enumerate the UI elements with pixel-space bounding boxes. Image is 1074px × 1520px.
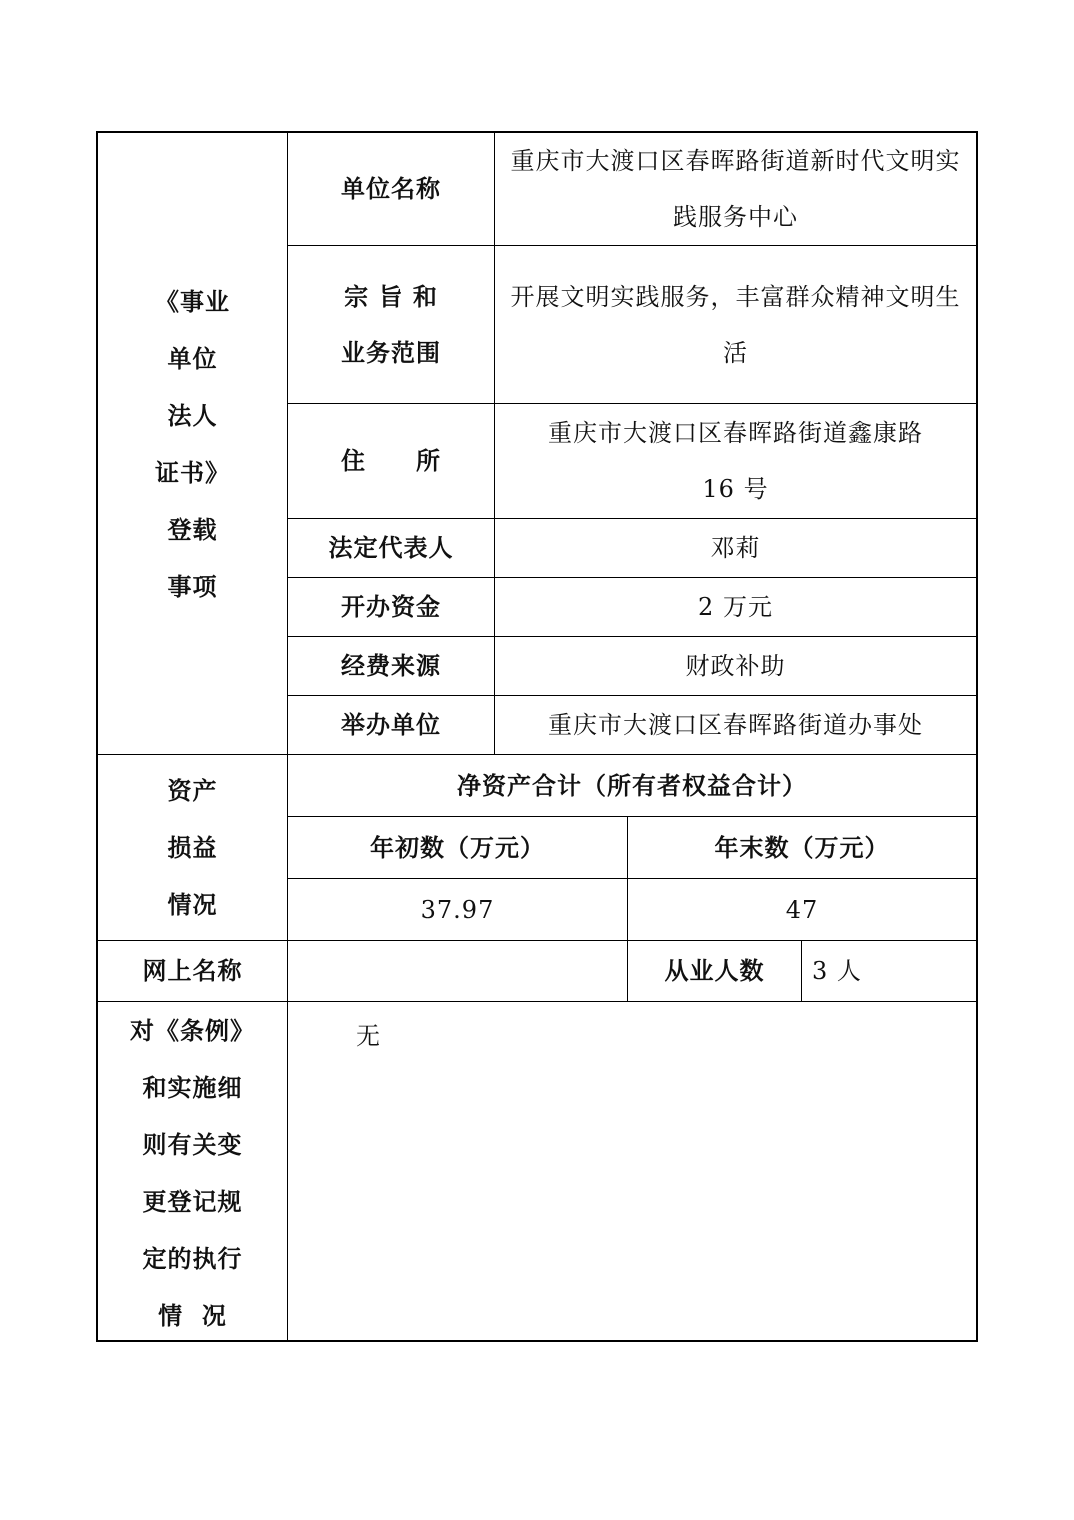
value-text: 重庆市大渡口区春晖路街道新时代文明实践服务中心 (510, 147, 961, 231)
section4-title-line: 定的执行 (142, 1244, 243, 1273)
header-text: 净资产合计（所有者权益合计） (457, 770, 807, 800)
value-text: 3 人 (812, 957, 862, 985)
label-text: 业务范围 (341, 337, 441, 367)
label-purpose-scope (288, 246, 494, 403)
section1-title-line: 事项 (167, 571, 218, 601)
value-text: 2 万元 (698, 593, 773, 621)
value-text: 重庆市大渡口区春晖路街道鑫康路 (548, 419, 923, 447)
section2-title-line: 损益 (167, 833, 218, 862)
value-text: 邓莉 (710, 534, 761, 562)
section4-title-line: 和实施细 (142, 1073, 243, 1102)
value-end (628, 879, 976, 940)
label-legal-rep (288, 519, 494, 577)
value-text: 重庆市大渡口区春晖路街道办事处 (548, 711, 923, 739)
section1-title-line: 法人 (167, 400, 218, 430)
label-text: 从业人数 (664, 956, 765, 985)
section4-title (98, 1002, 287, 1340)
section4-title-line: 对《条例》 (130, 1016, 255, 1045)
section2-title (98, 755, 287, 940)
label-address (288, 404, 494, 518)
section1-title-line: 《事业 (155, 286, 230, 316)
execution-status-value (356, 1016, 380, 1051)
value-text: 无 (356, 1022, 380, 1050)
label-staff-count (628, 941, 801, 1001)
value-address (495, 404, 976, 518)
label-text: 宗 旨 和 (344, 281, 438, 311)
section1-title-line: 证书》 (155, 457, 230, 487)
label-funding-source (288, 637, 494, 695)
value-online-name (288, 941, 627, 1001)
value-unit-name (495, 133, 976, 245)
net-assets-header (288, 755, 976, 816)
label-text: 经费来源 (341, 651, 441, 680)
label-start-funds (288, 578, 494, 636)
value-begin (288, 879, 627, 940)
section2-title-line: 资产 (167, 776, 218, 805)
value-text: 财政补助 (685, 652, 786, 680)
section4-title-line: 情 况 (158, 1301, 227, 1330)
label-text: 举办单位 (341, 710, 441, 739)
value-staff-count (802, 941, 976, 1001)
label-text: 法定代表人 (328, 533, 454, 562)
value-text: 37.97 (420, 895, 495, 924)
section2-title-line: 情况 (167, 890, 218, 919)
col-end-header (628, 817, 976, 878)
value-sponsor (495, 696, 976, 754)
value-text: 开展文明实践服务，丰富群众精神文明生活 (510, 282, 961, 367)
label-unit-name (288, 133, 494, 245)
section1-title-line: 登载 (167, 514, 218, 544)
header-text: 年初数（万元） (370, 832, 545, 862)
value-text: 16 号 (702, 475, 769, 503)
section1-title-line: 单位 (167, 343, 218, 373)
section4-title-line: 更登记规 (142, 1187, 243, 1216)
value-funding-source (495, 637, 976, 695)
label-text: 网上名称 (142, 956, 243, 985)
label-online-name (98, 941, 287, 1001)
value-start-funds (495, 578, 976, 636)
label-text: 开办资金 (341, 592, 441, 621)
section4-title-line: 则有关变 (142, 1130, 243, 1159)
label-text: 单位名称 (341, 174, 441, 203)
header-text: 年末数（万元） (714, 832, 890, 862)
label-sponsor (288, 696, 494, 754)
value-purpose-scope (495, 246, 976, 403)
section1-title (98, 133, 287, 754)
value-text: 47 (785, 895, 819, 924)
col-begin-header (288, 817, 627, 878)
label-text: 住 所 (341, 446, 441, 475)
value-legal-rep (495, 519, 976, 577)
